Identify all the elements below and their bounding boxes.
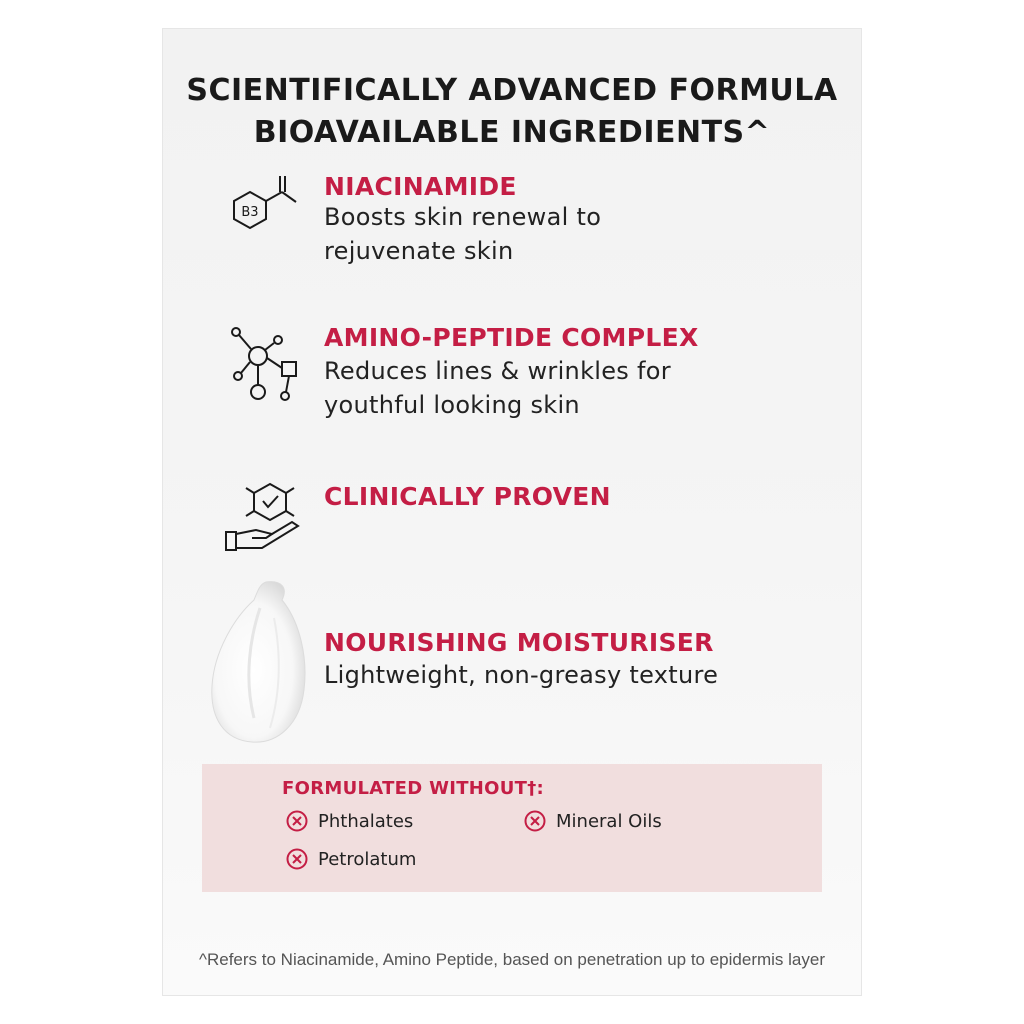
- without-item-mineral-oils: [524, 810, 662, 832]
- feature-title-amino-peptide: AMINO-PEPTIDE COMPLEX: [324, 323, 699, 352]
- b3-label: B3: [241, 205, 259, 220]
- feature-title-nourishing-moisturiser: NOURISHING MOISTURISER: [324, 628, 714, 657]
- cream-swatch-icon: [204, 578, 314, 746]
- headline: [0, 70, 1024, 154]
- feature-desc-niacinamide-2: rejuvenate skin: [324, 237, 514, 265]
- molecule-network-icon: [228, 326, 304, 404]
- hand-check-hexagon-icon: [222, 478, 304, 554]
- without-item-phthalates: [286, 810, 413, 832]
- feature-desc-amino-peptide-2: youthful looking skin: [324, 391, 580, 419]
- x-circle-icon: [286, 810, 308, 832]
- without-item-label: Petrolatum: [318, 848, 417, 870]
- x-circle-icon: [286, 848, 308, 870]
- feature-desc-niacinamide-1: Boosts skin renewal to: [324, 203, 602, 231]
- x-circle-icon: [524, 810, 546, 832]
- headline-line-1: SCIENTIFICALLY ADVANCED FORMULA: [186, 73, 838, 108]
- b3-molecule-icon: [222, 172, 304, 242]
- feature-desc-nourishing-moisturiser: Lightweight, non-greasy texture: [324, 661, 719, 689]
- feature-desc-amino-peptide-1: Reduces lines & wrinkles for: [324, 357, 671, 385]
- footnote: ^Refers to Niacinamide, Amino Peptide, based on penetration up to epidermis layer: [199, 950, 825, 969]
- headline-line-2: BIOAVAILABLE INGREDIENTS^: [253, 115, 771, 150]
- without-item-label: Mineral Oils: [556, 810, 662, 832]
- formulated-without-title: FORMULATED WITHOUT†:: [282, 778, 545, 799]
- without-item-label: Phthalates: [318, 810, 414, 832]
- feature-title-niacinamide: NIACINAMIDE: [324, 172, 517, 201]
- formulated-without-panel: [202, 764, 822, 892]
- feature-title-clinically-proven: CLINICALLY PROVEN: [324, 482, 611, 511]
- without-item-petrolatum: [286, 848, 416, 870]
